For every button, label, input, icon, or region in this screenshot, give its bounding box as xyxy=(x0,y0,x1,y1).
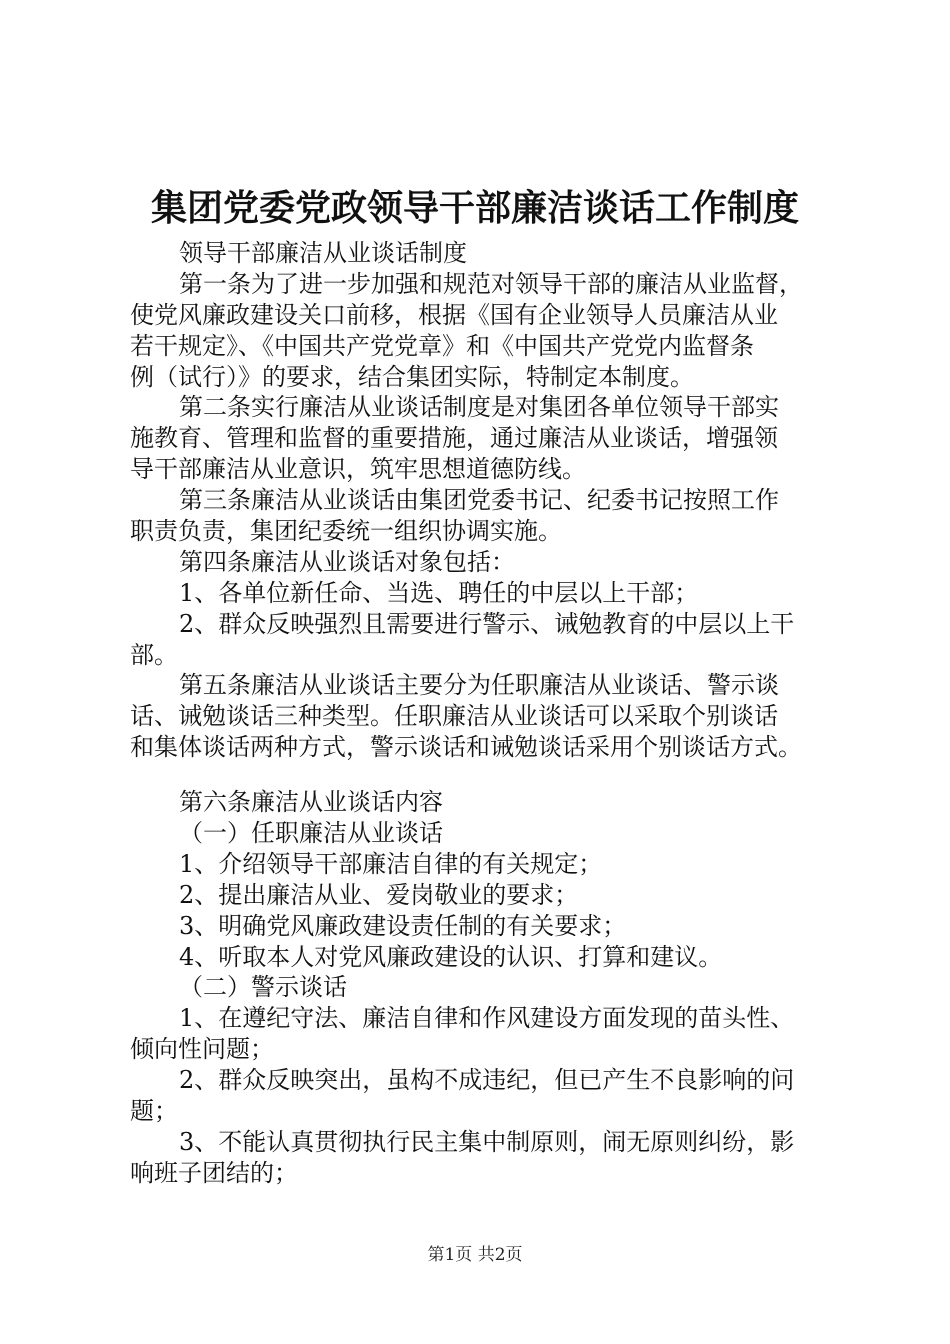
text-line: 题； xyxy=(130,1097,178,1126)
text-line: 部。 xyxy=(130,640,178,669)
text-line: 1、在遵纪守法、廉洁自律和作风建设方面发现的苗头性、 xyxy=(179,1004,795,1033)
text-line: 第六条廉洁从业谈话内容 xyxy=(179,788,443,817)
text-line: 话、诫勉谈话三种类型。任职廉洁从业谈话可以采取个别谈话 xyxy=(130,702,778,731)
text-line: 第五条廉洁从业谈话主要分为任职廉洁从业谈话、警示谈 xyxy=(179,671,779,700)
text-line: 施教育、管理和监督的重要措施，通过廉洁从业谈话，增强领 xyxy=(130,424,778,453)
text-line: 1、各单位新任命、当选、聘任的中层以上干部； xyxy=(179,578,699,607)
text-line: 2、群众反映强烈且需要进行警示、诫勉教育的中层以上干 xyxy=(179,609,795,638)
text-line: 职责负责，集团纪委统一组织协调实施。 xyxy=(130,517,562,546)
text-line: （一）任职廉洁从业谈话 xyxy=(179,819,443,848)
page-footer: 第1页 共2页 xyxy=(427,1245,523,1265)
text-line: 2、提出廉洁从业、爱岗敬业的要求； xyxy=(179,880,579,909)
document-title: 集团党委党政领导干部廉洁谈话工作制度 xyxy=(150,187,799,229)
text-line: 和集体谈话两种方式，警示谈话和诫勉谈话采用个别谈话方式。 xyxy=(130,733,802,762)
text-line: 例（试行）》的要求，结合集团实际，特制定本制度。 xyxy=(130,362,694,391)
text-line: 第二条实行廉洁从业谈话制度是对集团各单位领导干部实 xyxy=(179,393,779,422)
text-line: 3、明确党风廉政建设责任制的有关要求； xyxy=(179,911,627,940)
text-line: 第四条廉洁从业谈话对象包括： xyxy=(179,547,515,576)
text-line: 倾向性问题； xyxy=(130,1035,274,1064)
text-line: 响班子团结的； xyxy=(130,1158,298,1187)
text-line: 1、介绍领导干部廉洁自律的有关规定； xyxy=(179,849,603,878)
text-line: 导干部廉洁从业意识，筑牢思想道德防线。 xyxy=(130,455,586,484)
blank-line xyxy=(130,763,836,787)
text-line: 4、听取本人对党风廉政建设的认识、打算和建议。 xyxy=(179,942,723,971)
text-line: 第一条为了进一步加强和规范对领导干部的廉洁从业监督， xyxy=(179,269,803,298)
text-line: 若干规定》、《中国共产党党章》和《中国共产党党内监督条 xyxy=(130,331,754,360)
text-line: 第三条廉洁从业谈话由集团党委书记、纪委书记按照工作 xyxy=(179,486,779,515)
document-body xyxy=(130,238,836,1189)
text-line: 2、群众反映突出，虽构不成违纪，但已产生不良影响的问 xyxy=(179,1066,795,1095)
text-line: （二）警示谈话 xyxy=(179,973,347,1002)
text-line: 使党风廉政建设关口前移，根据《国有企业领导人员廉洁从业 xyxy=(130,300,778,329)
text-line: 领导干部廉洁从业谈话制度 xyxy=(179,239,467,267)
text-line: 3、不能认真贯彻执行民主集中制原则，闹无原则纠纷，影 xyxy=(179,1127,795,1156)
